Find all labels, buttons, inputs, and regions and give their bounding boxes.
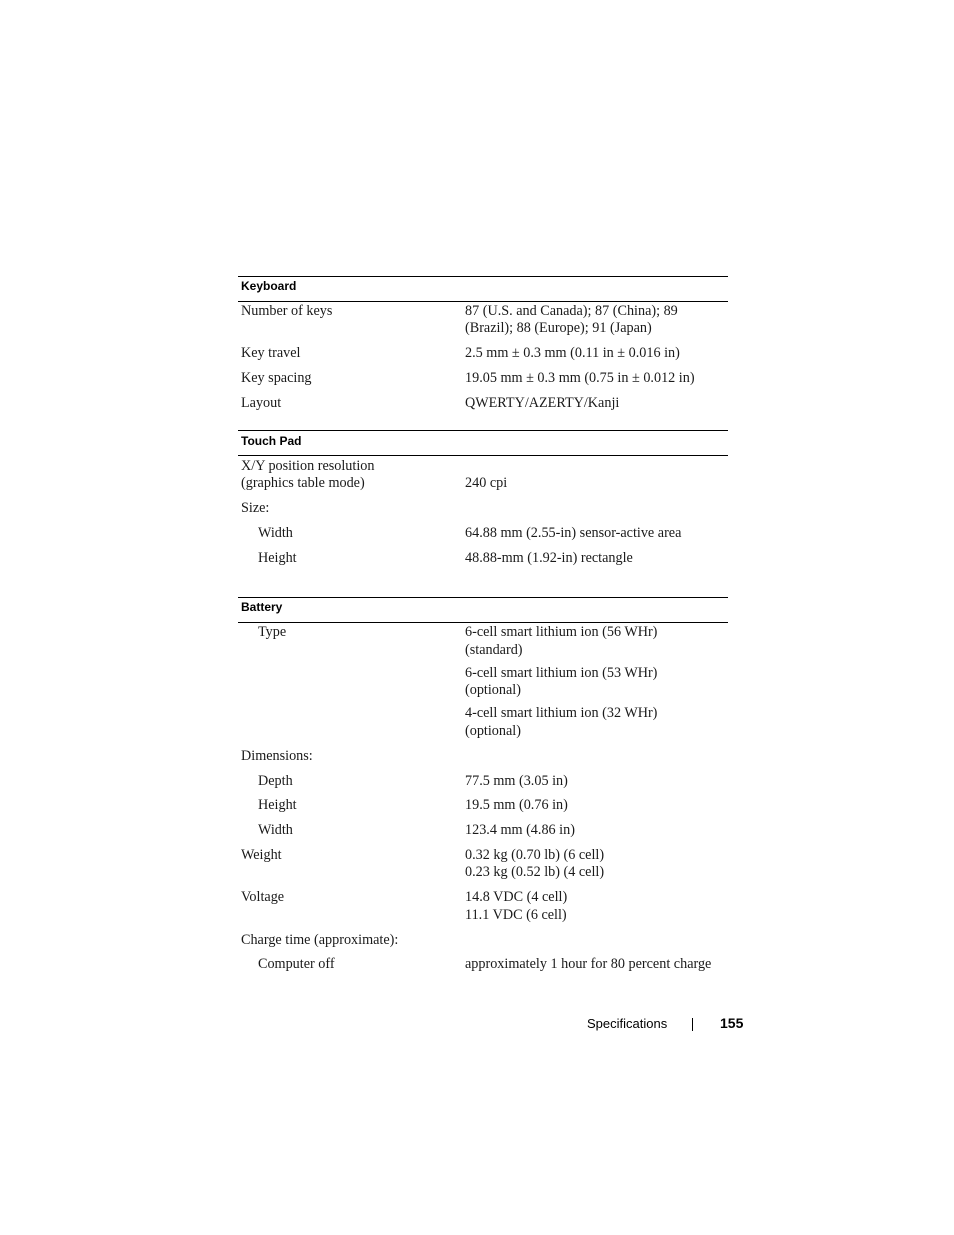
spec-value-type-1-line2: (standard)	[465, 642, 523, 658]
section-heading-keyboard: Keyboard	[241, 279, 297, 293]
spec-label-key-spacing: Key spacing	[241, 370, 312, 386]
spec-label-layout: Layout	[241, 395, 282, 411]
footer-section-name: Specifications	[587, 1016, 668, 1031]
spec-value-battery-height: 19.5 mm (0.76 in)	[465, 797, 568, 813]
spec-value-xy-resolution: 240 cpi	[465, 475, 508, 491]
spec-label-key-travel: Key travel	[241, 345, 301, 361]
spec-label-battery-width: Width	[258, 822, 293, 838]
spec-value-depth: 77.5 mm (3.05 in)	[465, 773, 568, 789]
spec-value-number-of-keys-line2: (Brazil); 88 (Europe); 91 (Japan)	[465, 320, 652, 336]
spec-label-voltage: Voltage	[241, 889, 285, 905]
spec-label-size: Size:	[241, 500, 270, 516]
section-header-rule	[238, 301, 728, 302]
spec-label-xy-resolution-line2: (graphics table mode)	[241, 475, 365, 491]
spec-value-layout: QWERTY/AZERTY/Kanji	[465, 395, 620, 411]
section-top-rule	[238, 597, 728, 598]
spec-value-voltage-line2: 11.1 VDC (6 cell)	[465, 907, 567, 923]
spec-label-charge-time: Charge time (approximate):	[241, 932, 399, 948]
spec-value-number-of-keys-line1: 87 (U.S. and Canada); 87 (China); 89	[465, 303, 678, 319]
spec-value-width: 64.88 mm (2.55-in) sensor-active area	[465, 525, 682, 541]
spec-label-number-of-keys: Number of keys	[241, 303, 333, 319]
spec-label-width: Width	[258, 525, 293, 541]
section-top-rule	[238, 430, 728, 431]
section-header-rule	[238, 622, 728, 623]
spec-value-type-2-line2: (optional)	[465, 682, 521, 698]
spec-label-xy-resolution-line1: X/Y position resolution	[241, 458, 375, 474]
spec-value-height: 48.88-mm (1.92-in) rectangle	[465, 550, 633, 566]
page-number: 155	[720, 1015, 744, 1031]
spec-value-type-2-line1: 6-cell smart lithium ion (53 WHr)	[465, 665, 658, 681]
spec-value-type-3-line2: (optional)	[465, 723, 521, 739]
footer-divider	[692, 1018, 693, 1031]
spec-label-type: Type	[258, 624, 287, 640]
spec-label-weight: Weight	[241, 847, 282, 863]
spec-value-type-1-line1: 6-cell smart lithium ion (56 WHr)	[465, 624, 658, 640]
section-heading-battery: Battery	[241, 600, 283, 614]
spec-value-weight-line1: 0.32 kg (0.70 lb) (6 cell)	[465, 847, 605, 863]
spec-value-battery-width: 123.4 mm (4.86 in)	[465, 822, 575, 838]
spec-value-weight-line2: 0.23 kg (0.52 lb) (4 cell)	[465, 864, 605, 880]
spec-label-height: Height	[258, 550, 297, 566]
spec-value-key-spacing: 19.05 mm ± 0.3 mm (0.75 in ± 0.012 in)	[465, 370, 695, 386]
section-header-rule	[238, 455, 728, 456]
spec-value-voltage-line1: 14.8 VDC (4 cell)	[465, 889, 568, 905]
section-top-rule	[238, 276, 728, 277]
spec-label-battery-height: Height	[258, 797, 297, 813]
spec-value-computer-off: approximately 1 hour for 80 percent charge	[465, 956, 712, 972]
spec-label-depth: Depth	[258, 773, 293, 789]
section-heading-touch-pad: Touch Pad	[241, 434, 302, 448]
spec-value-key-travel: 2.5 mm ± 0.3 mm (0.11 in ± 0.016 in)	[465, 345, 680, 361]
spec-value-type-3-line1: 4-cell smart lithium ion (32 WHr)	[465, 705, 658, 721]
spec-label-dimensions: Dimensions:	[241, 748, 313, 764]
spec-label-computer-off: Computer off	[258, 956, 335, 972]
